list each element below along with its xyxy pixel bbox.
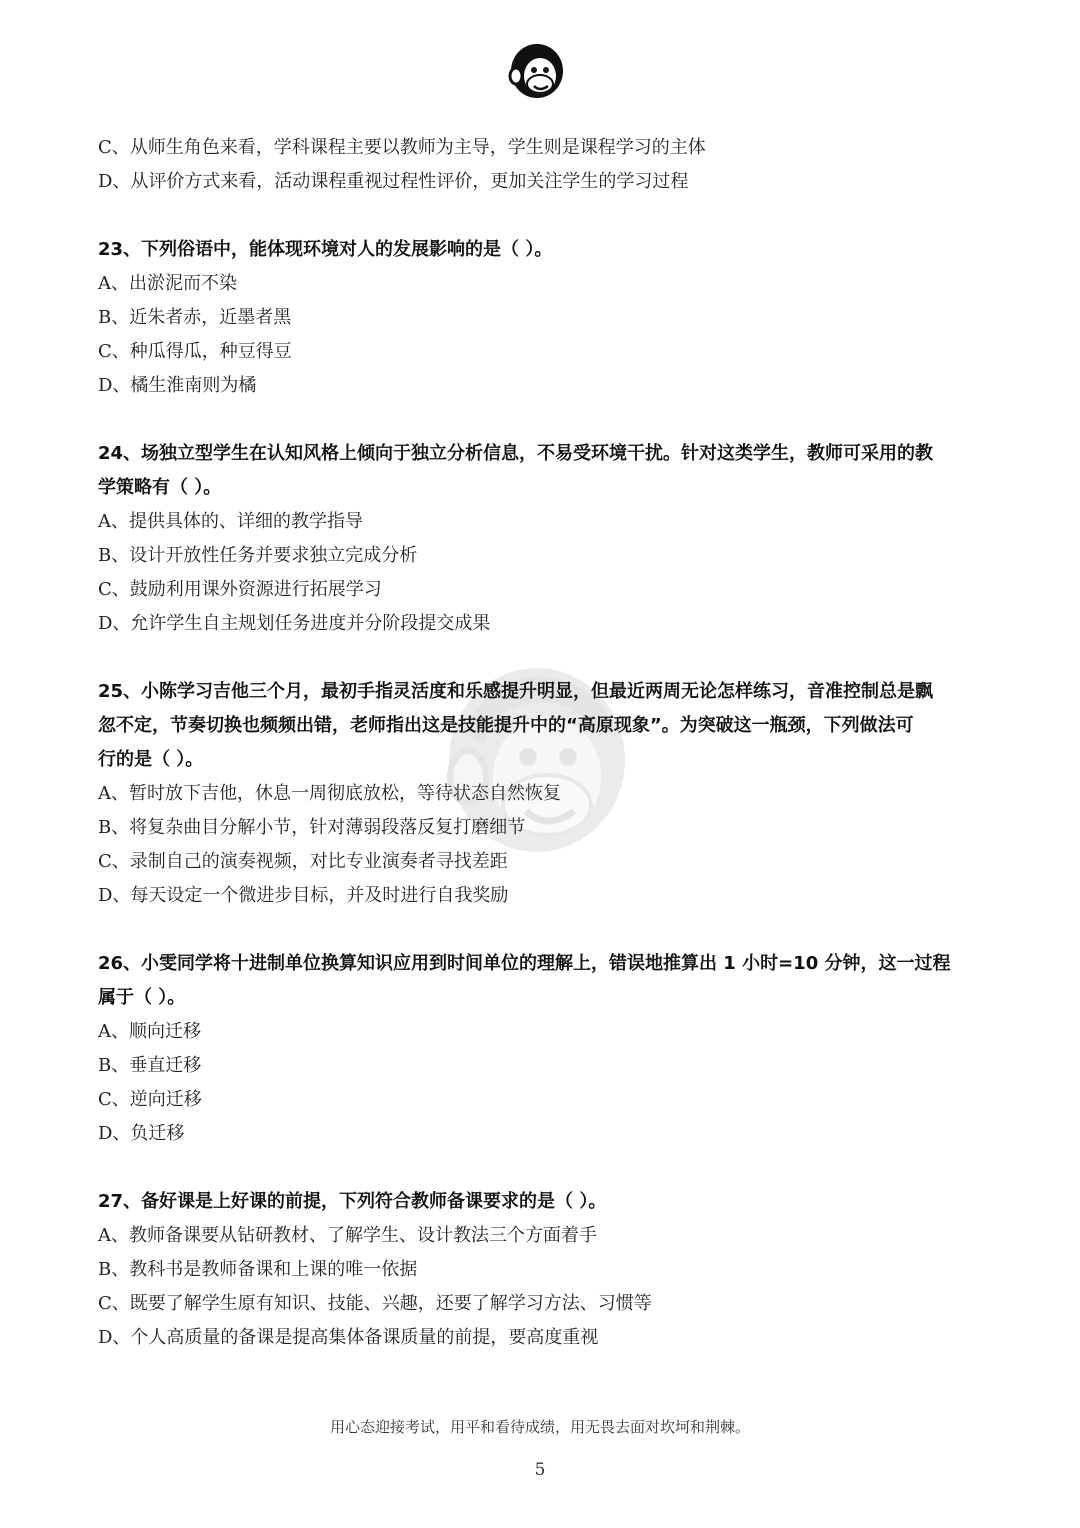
q24-option-b: B、设计开放性任务并要求独立完成分析	[98, 545, 418, 566]
footer-motto: 用心态迎接考试，用平和看待成绩，用无畏去面对坎坷和荆棘。	[329, 1418, 750, 1436]
q25-option-a: A、暂时放下吉他，休息一周彻底放松，等待状态自然恢复	[98, 783, 561, 804]
q25-option-b: B、将复杂曲目分解小节，针对薄弱段落反复打磨细节	[98, 817, 526, 838]
q25-option-c: C、录制自己的演奏视频，对比专业演奏者寻找差距	[98, 851, 508, 872]
prev-option-c: C、从师生角色来看，学科课程主要以教师为主导，学生则是课程学习的主体	[98, 137, 706, 158]
q24-option-c: C、鼓励利用课外资源进行拓展学习	[98, 579, 382, 600]
q26-option-c: C、逆向迁移	[98, 1089, 202, 1110]
question-26-stem: 26、小雯同学将十进制单位换算知识应用到时间单位的理解上，错误地推算出 1 小时=10 分钟，这一过程 属于（ ）。	[98, 953, 951, 1008]
q23-option-c: C、种瓜得瓜，种豆得豆	[98, 341, 292, 362]
q24-option-d: D、允许学生自主规划任务进度并分阶段提交成果	[98, 613, 491, 634]
monkey-mascot-icon	[504, 40, 570, 102]
q27-option-a: A、教师备课要从钻研教材、了解学生、设计教法三个方面着手	[98, 1225, 597, 1246]
q23-option-a: A、出淤泥而不染	[98, 273, 237, 294]
page-number: 5	[534, 1460, 546, 1480]
q27-option-c: C、既要了解学生原有知识、技能、兴趣，还要了解学习方法、习惯等	[98, 1293, 652, 1314]
q26-option-b: B、垂直迁移	[98, 1055, 202, 1076]
question-27-stem: 27、备好课是上好课的前提，下列符合教师备课要求的是（ ）。	[98, 1191, 607, 1212]
q23-option-b: B、近朱者赤，近墨者黑	[98, 307, 292, 328]
q26-option-a: A、顺向迁移	[98, 1021, 201, 1042]
q27-option-d: D、个人高质量的备课是提高集体备课质量的前提，要高度重视	[98, 1327, 599, 1348]
question-25-stem: 25、小陈学习吉他三个月，最初手指灵活度和乐感提升明显，但最近两周无论怎样练习，音准控制总是飘 忽不定，节奏切换也频频出错，老师指出这是技能提升中的“高原现象”。为突破这一瓶颈，下列做法可 行的是（ ）。	[98, 681, 934, 770]
question-24-stem: 24、场独立型学生在认知风格上倾向于独立分析信息，不易受环境干扰。针对这类学生，教师可采用的教 学策略有（ ）。	[98, 443, 934, 498]
q24-option-a: A、提供具体的、详细的教学指导	[98, 511, 363, 532]
q27-option-b: B、教科书是教师备课和上课的唯一依据	[98, 1259, 418, 1280]
q23-option-d: D、橘生淮南则为橘	[98, 375, 257, 396]
question-23-stem: 23、下列俗语中，能体现环境对人的发展影响的是（ ）。	[98, 239, 553, 260]
prev-option-d: D、从评价方式来看，活动课程重视过程性评价，更加关注学生的学习过程	[98, 171, 689, 192]
q26-option-d: D、负迁移	[98, 1123, 185, 1144]
exam-content	[98, 131, 998, 1355]
q25-option-d: D、每天设定一个微进步目标，并及时进行自我奖励	[98, 885, 509, 906]
